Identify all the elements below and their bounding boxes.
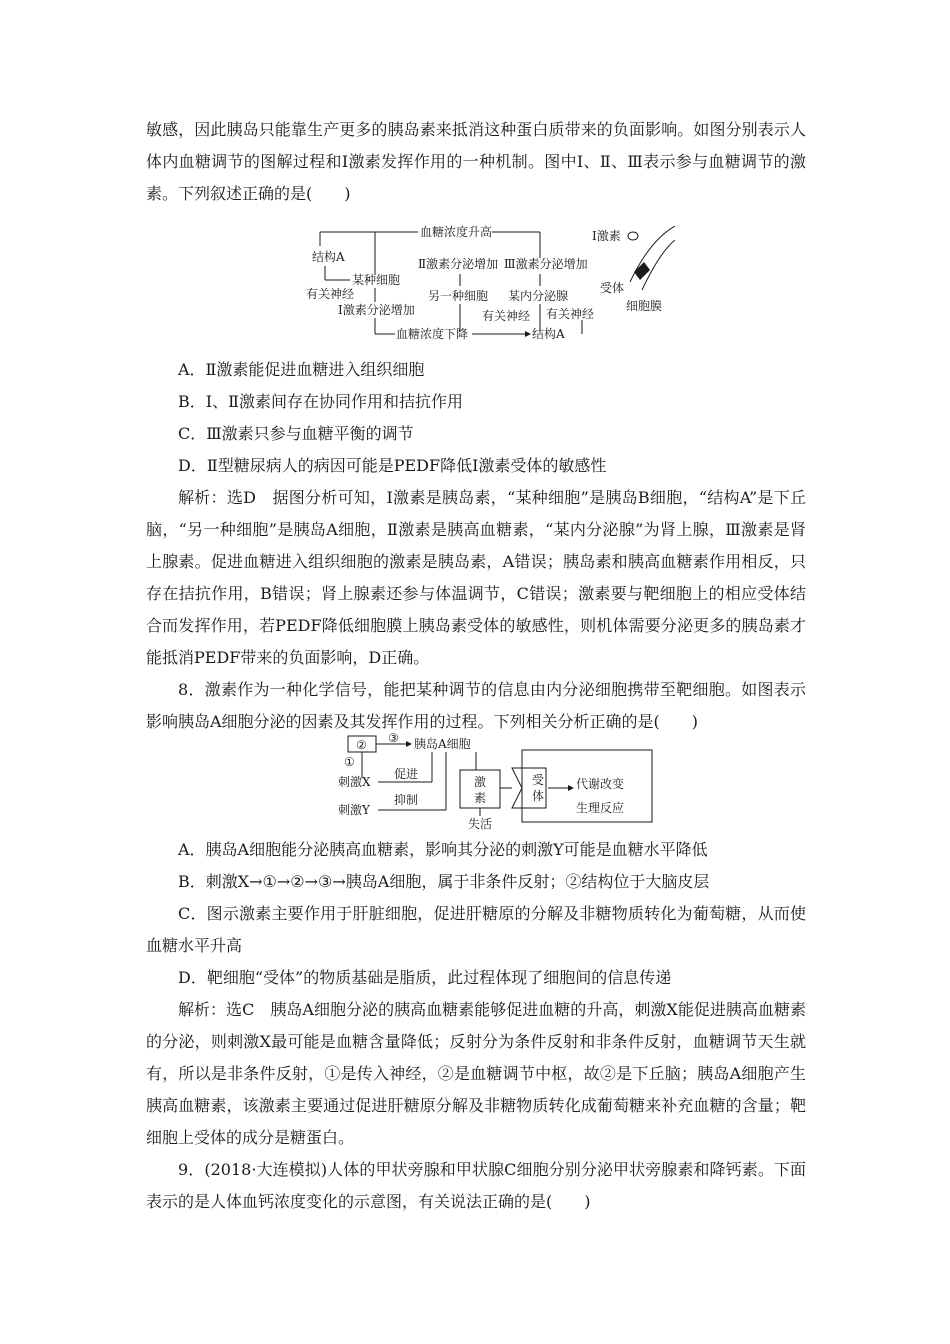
fig2-hormone-2: 素 <box>474 791 487 805</box>
islet-a-cell-diagram <box>336 730 658 830</box>
fig1-struct-a2: 结构A <box>532 327 565 341</box>
q8-option-d: D．靶细胞“受体”的物质基础是脂质，此过程体现了细胞间的信息传递 <box>178 968 672 987</box>
q7-option-a: A．Ⅱ激素能促进血糖进入组织细胞 <box>178 360 425 379</box>
fig2-promote: 促进 <box>394 767 419 781</box>
q7-analysis: 解析：选D 据图分析可知，Ⅰ激素是胰岛素，“某种细胞”是胰岛B细胞，“结构A”是下丘脑，“另一种细胞”是胰岛A细胞，Ⅱ激素是胰高血糖素，“某内分泌腺”为肾上腺，Ⅲ激素是肾上腺素。促进血糖进入组织细胞的激素是胰岛素，A错误；胰岛素和胰高血糖素作用相反，只存在拮抗作用，B错误；肾上腺素还参与体温调节，C错误；激素要与靶细胞上的相应受体结合而发挥作用，若PEDF降低细胞膜上胰岛素受体的敏感性，则机体需要分泌更多的胰岛素才能抵消PEDF带来的负面影响，D正确。 <box>146 488 806 667</box>
fig2-stim-y: 刺激Y <box>338 803 370 817</box>
q7-option-c: C．Ⅲ激素只参与血糖平衡的调节 <box>178 424 414 443</box>
blood-glucose-regulation-diagram <box>300 220 675 350</box>
fig2-receptor-1: 受 <box>532 773 545 787</box>
q8-stem: 8．激素作为一种化学信号，能把某种调节的信息由内分泌细胞携带至靶细胞。如图表示影响胰岛A细胞分泌的因素及其发挥作用的过程。下列相关分析正确的是( ) <box>146 680 806 731</box>
fig1-bottom: 血糖浓度下降 <box>396 327 469 341</box>
fig2-n1: ① <box>344 755 355 769</box>
fig2-inhibit: 抑制 <box>394 793 419 807</box>
q7-option-b: B．Ⅰ、Ⅱ激素间存在协同作用和拮抗作用 <box>178 392 463 411</box>
fig1-nerve2: 有关神经 <box>482 309 531 323</box>
fig2-n3: ③ <box>388 731 399 745</box>
fig1-nerve1: 有关神经 <box>306 287 355 301</box>
q9-stem: 9．(2018·大连模拟)人体的甲状旁腺和甲状腺C细胞分别分泌甲状旁腺素和降钙素。下面表示的是人体血钙浓度变化的示意图，有关说法正确的是( ) <box>146 1160 806 1211</box>
fig1-membrane: 细胞膜 <box>626 299 663 313</box>
q8-analysis: 解析：选C 胰岛A细胞分泌的胰高血糖素能够促进血糖的升高，刺激X能促进胰高血糖素的分泌，则刺激X最可能是血糖含量降低；反射分为条件反射和非条件反射，血糖调节天生就有，所以是非条件反射，①是传入神经，②是血糖调节中枢，故②是下丘脑；胰岛A细胞产生胰高血糖素，该激素主要通过促进肝糖原分解及非糖物质转化成葡萄糖来补充血糖的含量；靶细胞上受体的成分是糖蛋白。 <box>146 1000 806 1147</box>
fig1-h2-inc: Ⅱ激素分泌增加 <box>418 257 499 271</box>
fig1-gland: 某内分泌腺 <box>508 289 569 303</box>
fig2-physio: 生理反应 <box>576 801 625 815</box>
fig2-islet: 胰岛A细胞 <box>414 737 471 751</box>
fig1-struct-a: 结构A <box>312 250 345 264</box>
fig2-inactive: 失活 <box>468 817 493 830</box>
fig2-receptor-2: 体 <box>532 789 545 803</box>
q7-stem-continuation: 敏感，因此胰岛只能靠生产更多的胰岛素来抵消这种蛋白质带来的负面影响。如图分别表示人体内血糖调节的图解过程和Ⅰ激素发挥作用的一种机制。图中Ⅰ、Ⅱ、Ⅲ表示参与血糖调节的激素。下列叙述正确的是( ) <box>146 120 806 203</box>
fig2-stim-x: 刺激X <box>338 775 371 789</box>
q8-option-b: B．刺激X→①→②→③→胰岛A细胞，属于非条件反射；②结构位于大脑皮层 <box>178 872 710 891</box>
fig2-hormone-1: 激 <box>474 775 487 789</box>
fig2-n2: ② <box>356 738 367 752</box>
fig1-h1-label: Ⅰ激素 <box>592 229 621 243</box>
fig1-some-cell: 某种细胞 <box>352 273 401 287</box>
fig1-top: 血糖浓度升高 <box>420 225 493 239</box>
fig2-metab: 代谢改变 <box>576 777 625 791</box>
fig1-other-cell: 另一种细胞 <box>428 289 489 303</box>
fig1-nerve3: 有关神经 <box>546 307 595 321</box>
q8-option-c: C．图示激素主要作用于肝脏细胞，促进肝糖原的分解及非糖物质转化为葡萄糖，从而使血糖水平升高 <box>146 904 806 955</box>
fig1-h3-inc: Ⅲ激素分泌增加 <box>504 257 588 271</box>
q8-option-a: A．胰岛A细胞能分泌胰高血糖素，影响其分泌的刺激Y可能是血糖水平降低 <box>178 840 708 859</box>
fig1-h1-inc: Ⅰ激素分泌增加 <box>338 303 415 317</box>
q7-option-d: D．Ⅱ型糖尿病人的病因可能是PEDF降低Ⅰ激素受体的敏感性 <box>178 456 607 475</box>
fig1-receptor: 受体 <box>600 281 625 295</box>
